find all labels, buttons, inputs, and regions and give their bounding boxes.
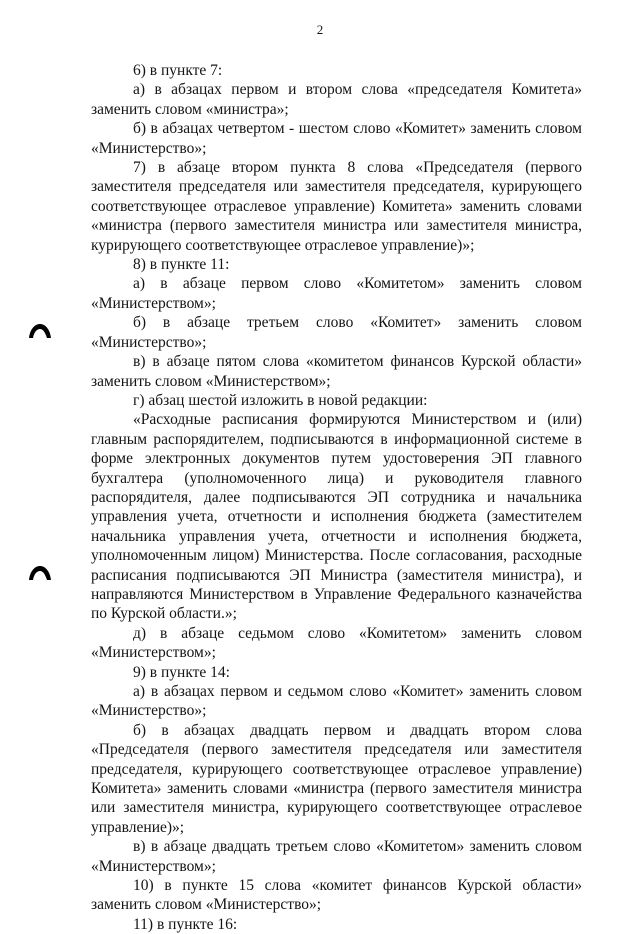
paragraph-item-8v: в) в абзаце пятом слова «комитетом финансов Курской области» заменить словом «Министерством»; <box>91 353 582 390</box>
binder-hole-mark <box>28 323 52 339</box>
paragraph-item-10: 10) в пункте 15 слова «комитет финансов Курской области» заменить словом «Министерство»; <box>91 877 582 914</box>
document-body <box>91 61 582 934</box>
paragraph-item-6b: б) в абзацах четвертом - шестом слово «Комитет» заменить словом «Министерство»; <box>91 120 582 157</box>
paragraph-item-8d: д) в абзаце седьмом слово «Комитетом» заменить словом «Министерством»; <box>91 624 582 662</box>
paragraph-item-7: 7) в абзаце втором пункта 8 слова «Председателя (первого заместителя председателя или заместителя председателя, курирующего соответствующее отраслевое управление) Комитета» заменить словами «министра (первого заместителя министра или заместителя министра, курирующего соответствующее отраслевое управление)»; <box>91 159 582 254</box>
paragraph-quoted-new-text: «Расходные расписания формируются Министерством и (или) главным распорядителем, подписываются в информационной системе в форме электронных документов путем удостоверения ЭП главного бухгалтера (уполномоченного лица) и руководителя главного распорядителя, далее подписываются ЭП сотрудника и начальника управления учета, отчетности и исполнения бюджета (заместителем начальника управления учета, отчетности и исполнения бюджета, уполномоченным лицом) Министерства. После согласования, расходные расписания подписываются ЭП Министра (заместителя министра), и направляются Министерством в Управление Федерального казначейства по Курской области.»; <box>91 411 582 623</box>
binder-hole-mark <box>28 565 52 581</box>
paragraph-item-8: 8) в пункте 11: <box>133 256 230 274</box>
paragraph-item-6: 6) в пункте 7: <box>133 62 223 79</box>
paragraph-item-6a: а) в абзацах первом и втором слова «председателя Комитета» заменить словом «министра»; <box>91 81 582 118</box>
paragraph-item-9a: а) в абзацах первом и седьмом слово «Комитет» заменить словом «Министерство»; <box>91 683 582 720</box>
paragraph-item-9: 9) в пункте 14: <box>133 663 230 681</box>
paragraph-item-8a: а) в абзаце первом слово «Комитетом» заменить словом «Министерством»; <box>91 275 582 312</box>
paragraph-item-11: 11) в пункте 16: <box>133 915 238 933</box>
page-number: 2 <box>316 22 324 37</box>
paragraph-item-9v: в) в абзаце двадцать третьем слово «Комитетом» заменить словом «Министерством»; <box>91 838 582 875</box>
paragraph-item-8b: б) в абзаце третьем слово «Комитет» заменить словом «Министерство»; <box>91 314 582 351</box>
paragraph-item-8g: г) абзац шестой изложить в новой редакции: <box>133 391 428 409</box>
paragraph-item-9b: б) в абзацах двадцать первом и двадцать втором слова «Председателя (первого заместителя председателя или заместителя председателя, курирующего соответствующее отраслевое управление) Комитета» заменить словами «министра (первого заместителя министра или заместителя министра, курирующего соответствующее отраслевое управление)»; <box>91 721 582 836</box>
